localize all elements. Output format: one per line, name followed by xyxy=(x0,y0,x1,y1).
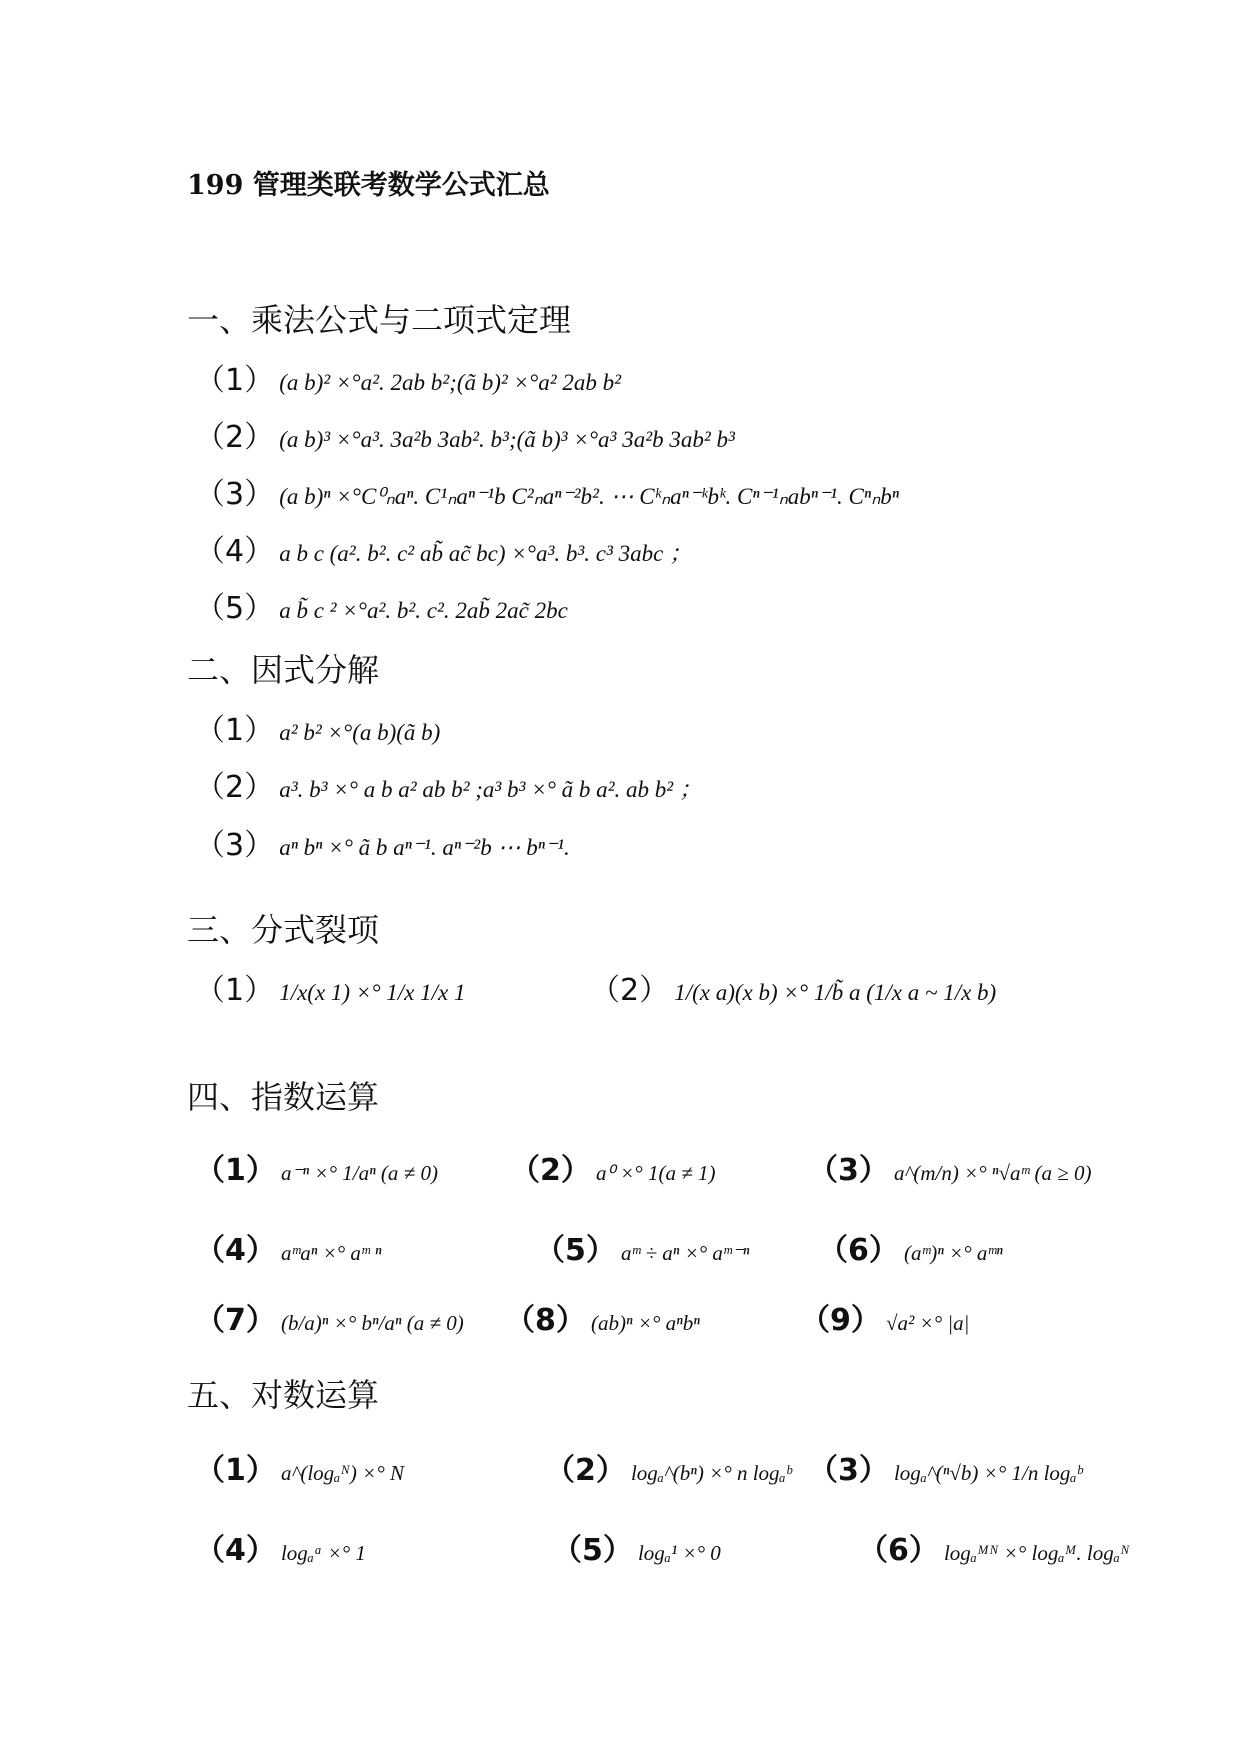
formula-row xyxy=(195,705,440,749)
formula-row xyxy=(535,1225,749,1269)
formula: a^(logₐᴺ) ×° N xyxy=(280,1461,405,1485)
formula-row xyxy=(195,583,568,627)
formula: logₐᴹᴺ ×° logₐᴹ. logₐᴺ xyxy=(943,1541,1130,1565)
item-label: （5） xyxy=(195,591,275,626)
item-label: （1） xyxy=(195,713,275,748)
item-label: （8） xyxy=(505,1303,586,1338)
formula-row xyxy=(195,355,621,399)
formula-row xyxy=(195,469,899,513)
item-label: （6） xyxy=(858,1533,939,1568)
formula: logₐ^(ⁿ√b) ×° 1/n logₐᵇ xyxy=(893,1461,1083,1485)
item-label: （1） xyxy=(195,1153,276,1188)
formula: aⁿ bⁿ ×° ã b aⁿ⁻¹. aⁿ⁻²b ⋯ bⁿ⁻¹. xyxy=(279,835,570,860)
formula: aᵐ ÷ aⁿ ×° aᵐ⁻ⁿ xyxy=(620,1241,750,1265)
section-heading-factorization: 二、因式分解 xyxy=(187,651,380,689)
formula: (a b)ⁿ ×°C⁰ₙaⁿ. C¹ₙaⁿ⁻¹b C²ₙaⁿ⁻²b². ⋯ Cᵏₙaⁿ⁻ᵏbᵏ. Cⁿ⁻¹ₙabⁿ⁻¹. Cⁿₙbⁿ xyxy=(279,484,900,509)
formula: (aᵐ)ⁿ ×° aᵐⁿ xyxy=(903,1241,1003,1265)
formula: logₐᵃ ×° 1 xyxy=(280,1541,366,1565)
item-label: （4） xyxy=(195,1533,276,1568)
formula-row xyxy=(195,1525,366,1569)
section-heading-partial-fractions: 三、分式裂项 xyxy=(187,911,380,949)
formula-row xyxy=(195,762,702,806)
formula: a² b² ×°(a b)(ã b) xyxy=(279,720,441,745)
formula-row xyxy=(195,412,735,456)
formula: a^(m/n) ×° ⁿ√aᵐ (a ≥ 0) xyxy=(893,1161,1092,1185)
formula: a³. b³ ×° a b a² ab b² ;a³ b³ ×° ã b a². ab b² ； xyxy=(279,777,702,802)
item-label: （3） xyxy=(808,1453,889,1488)
item-label: （3） xyxy=(808,1153,889,1188)
item-label: （2） xyxy=(510,1153,591,1188)
formula: logₐ^(bⁿ) ×° n logₐᵇ xyxy=(630,1461,792,1485)
item-label: （5） xyxy=(552,1533,633,1568)
item-label: （1） xyxy=(195,1453,276,1488)
formula-row xyxy=(195,1225,382,1269)
item-label: （4） xyxy=(195,1233,276,1268)
item-label: （3） xyxy=(195,477,275,512)
item-label: （2） xyxy=(195,770,275,805)
formula-row xyxy=(195,1145,438,1189)
formula-row xyxy=(195,965,465,1009)
item-label: （1） xyxy=(195,363,275,398)
formula-row xyxy=(808,1145,1092,1189)
formula-row xyxy=(808,1445,1082,1489)
formula-row xyxy=(505,1295,700,1339)
formula: (ab)ⁿ ×° aⁿbⁿ xyxy=(590,1311,700,1335)
page-title: 199 管理类联考数学公式汇总 xyxy=(187,170,550,201)
formula: √a² ×° |a| xyxy=(885,1311,970,1335)
formula: a⁰ ×° 1(a ≠ 1) xyxy=(595,1161,716,1185)
formula-row xyxy=(195,526,692,570)
formula-row xyxy=(195,820,570,864)
section-heading-logarithms: 五、对数运算 xyxy=(187,1376,380,1414)
formula: a b c (a². b². c² ab̃ ac̃ bc) ×°a³. b³. c³ 3abc ； xyxy=(279,541,693,566)
item-label: （6） xyxy=(818,1233,899,1268)
formula: 1/(x a)(x b) ×° 1/b̃ a (1/x a ~ 1/x b) xyxy=(674,980,997,1005)
formula: logₐ¹ ×° 0 xyxy=(637,1541,721,1565)
formula: a b̃ c ² ×°a². b². c². 2ab̃ 2ac̃ 2bc xyxy=(279,598,568,623)
formula-row xyxy=(590,965,996,1009)
formula: (a b)² ×°a². 2ab b²;(ã b)² ×°a² 2ab b² xyxy=(279,370,622,395)
item-label: （2） xyxy=(545,1453,626,1488)
item-label: （3） xyxy=(195,828,275,863)
section-heading-multiplication: 一、乘法公式与二项式定理 xyxy=(187,301,572,339)
section-heading-exponents: 四、指数运算 xyxy=(187,1078,380,1116)
item-label: （9） xyxy=(800,1303,881,1338)
item-label: （2） xyxy=(195,420,275,455)
formula-row xyxy=(818,1225,1003,1269)
formula-row xyxy=(195,1295,464,1339)
item-label: （1） xyxy=(195,973,275,1008)
item-label: （7） xyxy=(195,1303,276,1338)
item-label: （5） xyxy=(535,1233,616,1268)
formula-row xyxy=(552,1525,721,1569)
formula: (a b)³ ×°a³. 3a²b 3ab². b³;(ã b)³ ×°a³ 3a²b 3ab² b³ xyxy=(279,427,735,452)
formula-row xyxy=(800,1295,969,1339)
item-label: （4） xyxy=(195,534,275,569)
formula-row xyxy=(858,1525,1130,1569)
formula: (b/a)ⁿ ×° bⁿ/aⁿ (a ≠ 0) xyxy=(280,1311,464,1335)
formula: 1/x(x 1) ×° 1/x 1/x 1 xyxy=(279,980,466,1005)
formula-row xyxy=(510,1145,715,1189)
formula-row xyxy=(195,1445,404,1489)
item-label: （2） xyxy=(590,973,670,1008)
formula: aᵐaⁿ ×° aᵐ ⁿ xyxy=(280,1241,382,1265)
formula: a⁻ⁿ ×° 1/aⁿ (a ≠ 0) xyxy=(280,1161,438,1185)
formula-row xyxy=(545,1445,791,1489)
